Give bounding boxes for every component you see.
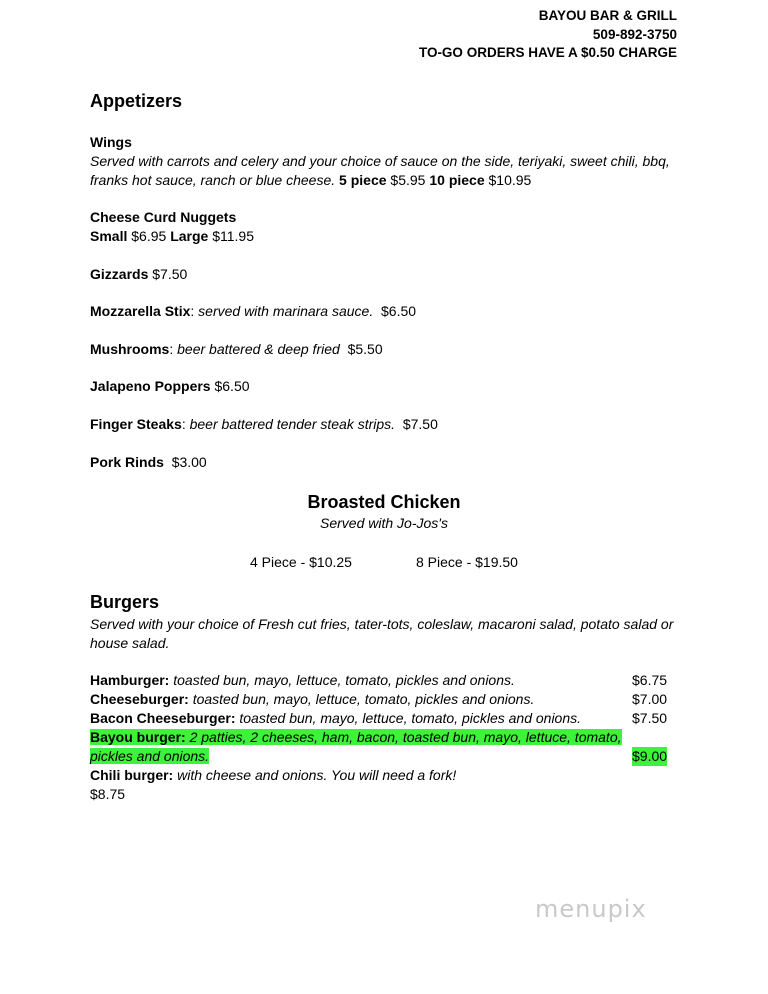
cheeseburger-price: $7.00: [632, 691, 668, 707]
item-description: toasted bun, mayo, lettuce, tomato, pickles and onions.: [192, 691, 535, 707]
item-name: Pork Rinds: [90, 454, 164, 470]
wings-options: [90, 171, 531, 190]
item-name: Cheese Curd Nuggets: [90, 209, 237, 225]
item-name: Gizzards: [90, 266, 149, 282]
item-name: Mozzarella Stix: [90, 303, 191, 319]
menu-item-gizzards: [90, 265, 187, 284]
item-name: Wings: [90, 134, 132, 150]
burgers-heading: Burgers: [90, 592, 160, 612]
option-price: $11.95: [212, 228, 254, 244]
item-name: Bayou burger:: [90, 729, 186, 745]
option-price: $6.95: [131, 228, 167, 244]
menu-item-wings: [90, 133, 132, 152]
restaurant-phone: 509-892-3750: [592, 26, 677, 42]
item-description: beer battered tender steak strips.: [189, 416, 396, 432]
bayou-burger-price: $9.00: [632, 748, 668, 764]
wings-desc-line2: franks hot sauce, ranch or blue cheese.: [90, 172, 336, 188]
menu-item-mushrooms: Mushrooms: beer battered & deep fried $5.50: [90, 341, 383, 357]
item-name: Finger Steaks: [90, 416, 182, 432]
item-description: beer battered & deep fried: [177, 341, 340, 357]
bayou-burger-desc-line2: [90, 747, 209, 766]
menu-item-cheeseburger: [90, 690, 534, 709]
restaurant-name: BAYOU BAR & GRILL: [538, 8, 677, 23]
broasted-chicken-subtitle: Served with Jo-Jos's: [320, 515, 448, 531]
cheese-curd-options: [90, 227, 254, 246]
burgers-intro-line1: [90, 615, 673, 634]
item-description: [90, 152, 670, 171]
option-label: Large: [170, 228, 209, 244]
burgers-intro-line2: [90, 634, 169, 653]
wings-desc-line1: Served with carrots and celery and your choice of sauce on the side, teriyaki, sweet chili, bbq,: [90, 153, 670, 169]
menu-item-pork-rinds: [90, 453, 207, 472]
option-label: 5 piece: [339, 172, 387, 188]
hamburger-price: $6.75: [632, 672, 668, 688]
item-price: $3.00: [171, 454, 207, 470]
item-price: $6.50: [381, 303, 417, 319]
chicken-option-8-piece: 8 Piece - $19.50: [416, 554, 518, 570]
menu-item-cheese-curds: [90, 208, 236, 227]
menu-item-mozzarella-stix: Mozzarella Stix: served with marinara sauce. $6.50: [90, 303, 417, 319]
item-description: pickles and onions.: [90, 748, 210, 764]
bacon-cheeseburger-price: $7.50: [632, 710, 668, 726]
item-description: toasted bun, mayo, lettuce, tomato, pickles and onions.: [239, 710, 582, 726]
item-name: Jalapeno Poppers: [90, 378, 211, 394]
option-label: Small: [90, 228, 128, 244]
item-name: Bacon Cheeseburger:: [90, 710, 236, 726]
menu-item-jalapeno-poppers: [90, 377, 250, 396]
item-description: toasted bun, mayo, lettuce, tomato, pickles and onions.: [173, 672, 515, 688]
menu-item-bacon-cheeseburger: [90, 709, 581, 728]
item-name: Hamburger:: [90, 672, 170, 688]
chicken-option-4-piece: 4 Piece - $10.25: [250, 554, 352, 570]
item-price: $7.50: [152, 266, 188, 282]
burgers-intro: house salad.: [90, 635, 170, 651]
item-description: served with marinara sauce.: [198, 303, 374, 319]
menu-item-chili-burger: [90, 766, 456, 785]
option-price: $5.95: [390, 172, 426, 188]
item-description: with cheese and onions. You will need a fork!: [177, 767, 457, 783]
menu-item-finger-steaks: Finger Steaks: beer battered tender steak strips. $7.50: [90, 416, 438, 432]
menupix-watermark: menupix: [535, 895, 647, 923]
item-name: Mushrooms: [90, 341, 170, 357]
restaurant-header: [419, 7, 677, 63]
menu-item-hamburger: [90, 671, 515, 690]
item-description: 2 patties, 2 cheeses, ham, bacon, toasted bun, mayo, lettuce, tomato,: [189, 729, 622, 745]
option-label: 10 piece: [429, 172, 485, 188]
menu-item-bayou-burger: [90, 728, 622, 747]
option-price: $10.95: [488, 172, 532, 188]
burgers-intro: Served with your choice of Fresh cut fries, tater-tots, coleslaw, macaroni salad, potato salad or: [90, 616, 674, 632]
item-name: Cheeseburger:: [90, 691, 189, 707]
item-price: $6.50: [214, 378, 250, 394]
chili-burger-price: $8.75: [90, 786, 126, 802]
item-price: $7.50: [402, 416, 438, 432]
appetizers-heading: Appetizers: [90, 91, 183, 111]
to-go-note: TO-GO ORDERS HAVE A $0.50 CHARGE: [418, 45, 677, 60]
item-price: $5.50: [347, 341, 383, 357]
item-name: Chili burger:: [90, 767, 174, 783]
broasted-chicken-heading: Broasted Chicken: [307, 492, 461, 512]
